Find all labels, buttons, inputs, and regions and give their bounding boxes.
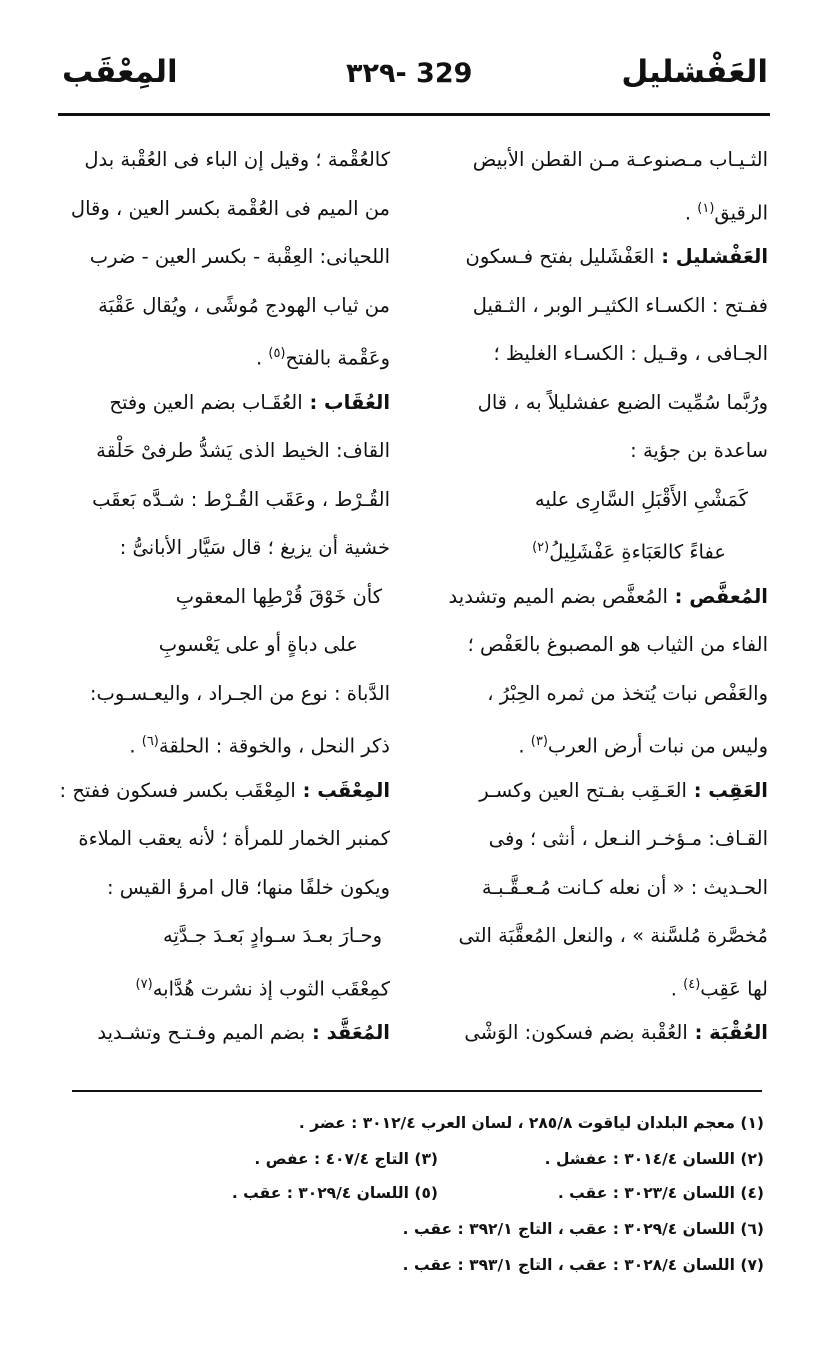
line-text: ويكون خلفًا منها؛ قال امرؤ القيس : xyxy=(107,875,390,899)
line-text: عفاءً كالعَبَاءةِ عَفْشَلِيلُ xyxy=(549,540,726,564)
line-text: من الميم فى العُقْمة بكسر العين ، وقال xyxy=(70,196,390,220)
line-text: وليس من نبات أرض العرب xyxy=(547,734,768,758)
footnote-ref: (٧) xyxy=(135,976,153,992)
line-text: مُخصَّرة مُلسَّنة » ، والنعل المُعقَّبَة التى xyxy=(458,924,768,947)
text-line xyxy=(433,670,768,719)
footnote-4: (٤) اللسان ٣٠٢٣/٤ : عقب . xyxy=(557,1184,764,1202)
line-text: المِعْقَب بكسر فسكون ففتح : xyxy=(59,778,296,802)
text-line xyxy=(38,427,390,476)
line-text: كالعُقْمة ؛ وقيل إن الباء فى العُقْبة بدل xyxy=(84,148,390,171)
footnote-ref: (٦) xyxy=(141,734,159,749)
line-text: ورُبَّما سُمِّيت الضبع عفشليلاً به ، قال xyxy=(477,390,768,414)
line-tail: . xyxy=(255,346,269,370)
page-number: ٣٢٩- 329 xyxy=(346,58,473,89)
footnote-rule xyxy=(72,1090,762,1092)
entry-headword: المِعْقَب : xyxy=(295,778,390,802)
text-line xyxy=(433,427,768,476)
line-text: كمِعْقَب الثوب إذ نشرت هُدَّابه xyxy=(152,977,390,1000)
line-text: ففـتح : الكسـاء الكثيـر الوبر ، الثـقيل xyxy=(472,293,768,317)
line-text: الجـافى ، وقـيل : الكسـاء الغليظ ؛ xyxy=(493,342,768,365)
line-text: العَـقِب بفـتح العين وكسـر xyxy=(479,778,687,802)
text-line xyxy=(38,185,390,234)
text-line xyxy=(433,912,768,961)
text-line xyxy=(38,961,390,1010)
footnote-ref: (٢) xyxy=(532,540,550,555)
text-line xyxy=(38,767,390,816)
line-text: القُـرْط ، وعَقَب القُـرْط : شـدَّه بَعقَب xyxy=(92,487,390,511)
text-line xyxy=(38,524,390,573)
footnote-1: (١) معجم البلدان لياقوت ٢٨٥/٨ ، لسان العرب ٣٠١٢/٤ : عضر . xyxy=(298,1114,764,1132)
text-line xyxy=(433,573,768,622)
line-text: العَفْشَليل بفتح فـسكون xyxy=(465,245,655,268)
line-text: على دباةٍ أو على يَعْسوبِ xyxy=(158,633,358,656)
line-tail: . xyxy=(129,734,142,758)
entry-headword: العَقِب : xyxy=(686,778,768,802)
right-column xyxy=(433,136,768,1058)
text-line xyxy=(38,912,390,961)
text-line xyxy=(38,330,390,379)
text-line xyxy=(38,379,390,428)
line-text: ذكر النحل ، والخوقة : الحلقة xyxy=(158,734,390,758)
text-line xyxy=(38,136,390,185)
text-line xyxy=(38,233,390,282)
footnote-3: (٣) التاج ٤٠٧/٤ : عفص . xyxy=(254,1150,438,1168)
text-line xyxy=(433,233,768,282)
line-text: وعَقْمة بالفتح xyxy=(285,346,390,370)
line-text: خشية أن يزيغ ؛ قال سَيَّار الأبانىُّ : xyxy=(119,536,390,559)
text-line xyxy=(38,670,390,719)
footnote-5: (٥) اللسان ٣٠٢٩/٤ : عقب . xyxy=(231,1184,438,1202)
text-line xyxy=(38,476,390,525)
text-line xyxy=(38,621,390,670)
line-text: ساعدة بن جؤية : xyxy=(630,439,768,462)
text-line xyxy=(38,815,390,864)
line-text: كَمَشْىِ الأَقْبَلِ السَّارِى عليه xyxy=(534,487,748,511)
text-line xyxy=(38,718,390,767)
line-text: العُقَـاب بضم العين وفتح xyxy=(109,390,303,414)
line-text: كأن خَوْقَ قُرْطِها المعقوبِ xyxy=(175,584,382,608)
text-line xyxy=(433,864,768,913)
footnote-ref: (٥) xyxy=(268,346,286,361)
text-line xyxy=(433,621,768,670)
line-tail: . xyxy=(684,201,698,224)
header-rule xyxy=(58,113,770,116)
entry-headword: المُعفَّص : xyxy=(667,584,768,608)
line-text: اللحيانى: العِقْبة - بكسر العين - ضرب xyxy=(89,245,390,268)
footnote-ref: (٤) xyxy=(683,976,701,992)
entry-headword: المُعَقَّد : xyxy=(305,1021,390,1044)
line-text: العُقْبة بضم فسكون: الوَشْى xyxy=(464,1021,688,1044)
footnote-2: (٢) اللسان ٣٠١٤/٤ : عفشل . xyxy=(544,1150,764,1168)
text-line xyxy=(433,282,768,331)
line-text: بضم الميم وفـتـح وتشـديد xyxy=(97,1021,306,1044)
line-text: لها عَقِب xyxy=(700,977,768,1000)
footnote-ref: (١) xyxy=(697,200,715,216)
line-tail: . xyxy=(518,734,531,758)
entry-headword: العُقْبَة : xyxy=(687,1021,768,1044)
text-line xyxy=(38,1009,390,1058)
header-right-word: العَفْشليل xyxy=(621,54,768,90)
text-line xyxy=(433,185,768,234)
line-text: وحـارَ بعـدَ سـوادٍ بَعـدَ جـدَّتِه xyxy=(162,924,382,947)
text-line xyxy=(38,282,390,331)
line-text: الرقيق xyxy=(714,201,768,224)
line-text: المُعفَّص بضم الميم وتشديد xyxy=(448,584,668,608)
line-text: القـاف: مـؤخـر النـعل ، أنثى ؛ وفى xyxy=(488,827,768,850)
text-line xyxy=(433,136,768,185)
text-line xyxy=(433,961,768,1010)
text-line xyxy=(433,815,768,864)
line-text: الفاء من الثياب هو المصبوغ بالعَفْص ؛ xyxy=(467,633,768,656)
line-text: القاف: الخيط الذى يَشدُّ طرفىْ حَلْقة xyxy=(96,439,390,462)
line-text: الثـيـاب مـصنوعـة مـن القطن الأبيض xyxy=(472,148,768,171)
text-line xyxy=(433,330,768,379)
text-line xyxy=(38,864,390,913)
line-text: الحـديث : « أن نعله كـانت مُـعـقَّـبـة xyxy=(481,875,768,899)
footnote-6: (٦) اللسان ٣٠٢٩/٤ : عقب ، التاج ٣٩٢/١ : عقب . xyxy=(402,1220,764,1238)
entry-headword: العَفْشليل : xyxy=(654,245,768,268)
entry-headword: العُقَاب : xyxy=(302,390,390,414)
text-line xyxy=(38,573,390,622)
text-line xyxy=(433,718,768,767)
footnote-ref: (٣) xyxy=(530,734,548,749)
text-line xyxy=(433,767,768,816)
line-text: كمنبر الخمار للمرأة ؛ لأنه يعقب الملاءة xyxy=(78,827,390,850)
line-text: الدَّباة : نوع من الجـراد ، واليعـسـوب: xyxy=(89,681,390,705)
footnote-7: (٧) اللسان ٣٠٢٨/٤ : عقب ، التاج ٣٩٣/١ : عقب . xyxy=(402,1256,764,1274)
header-left-word: المِعْقَب xyxy=(62,54,178,90)
line-tail: . xyxy=(670,977,684,1000)
text-line xyxy=(433,476,768,525)
text-line xyxy=(433,379,768,428)
line-text: من ثياب الهودج مُوشًى ، ويُقال عَقْبَة xyxy=(98,293,390,317)
text-line xyxy=(433,524,768,573)
line-text: والعَفْص نبات يُتخذ من ثمره الحِبْرُ ، xyxy=(487,681,768,705)
text-line xyxy=(433,1009,768,1058)
left-column xyxy=(38,136,390,1058)
